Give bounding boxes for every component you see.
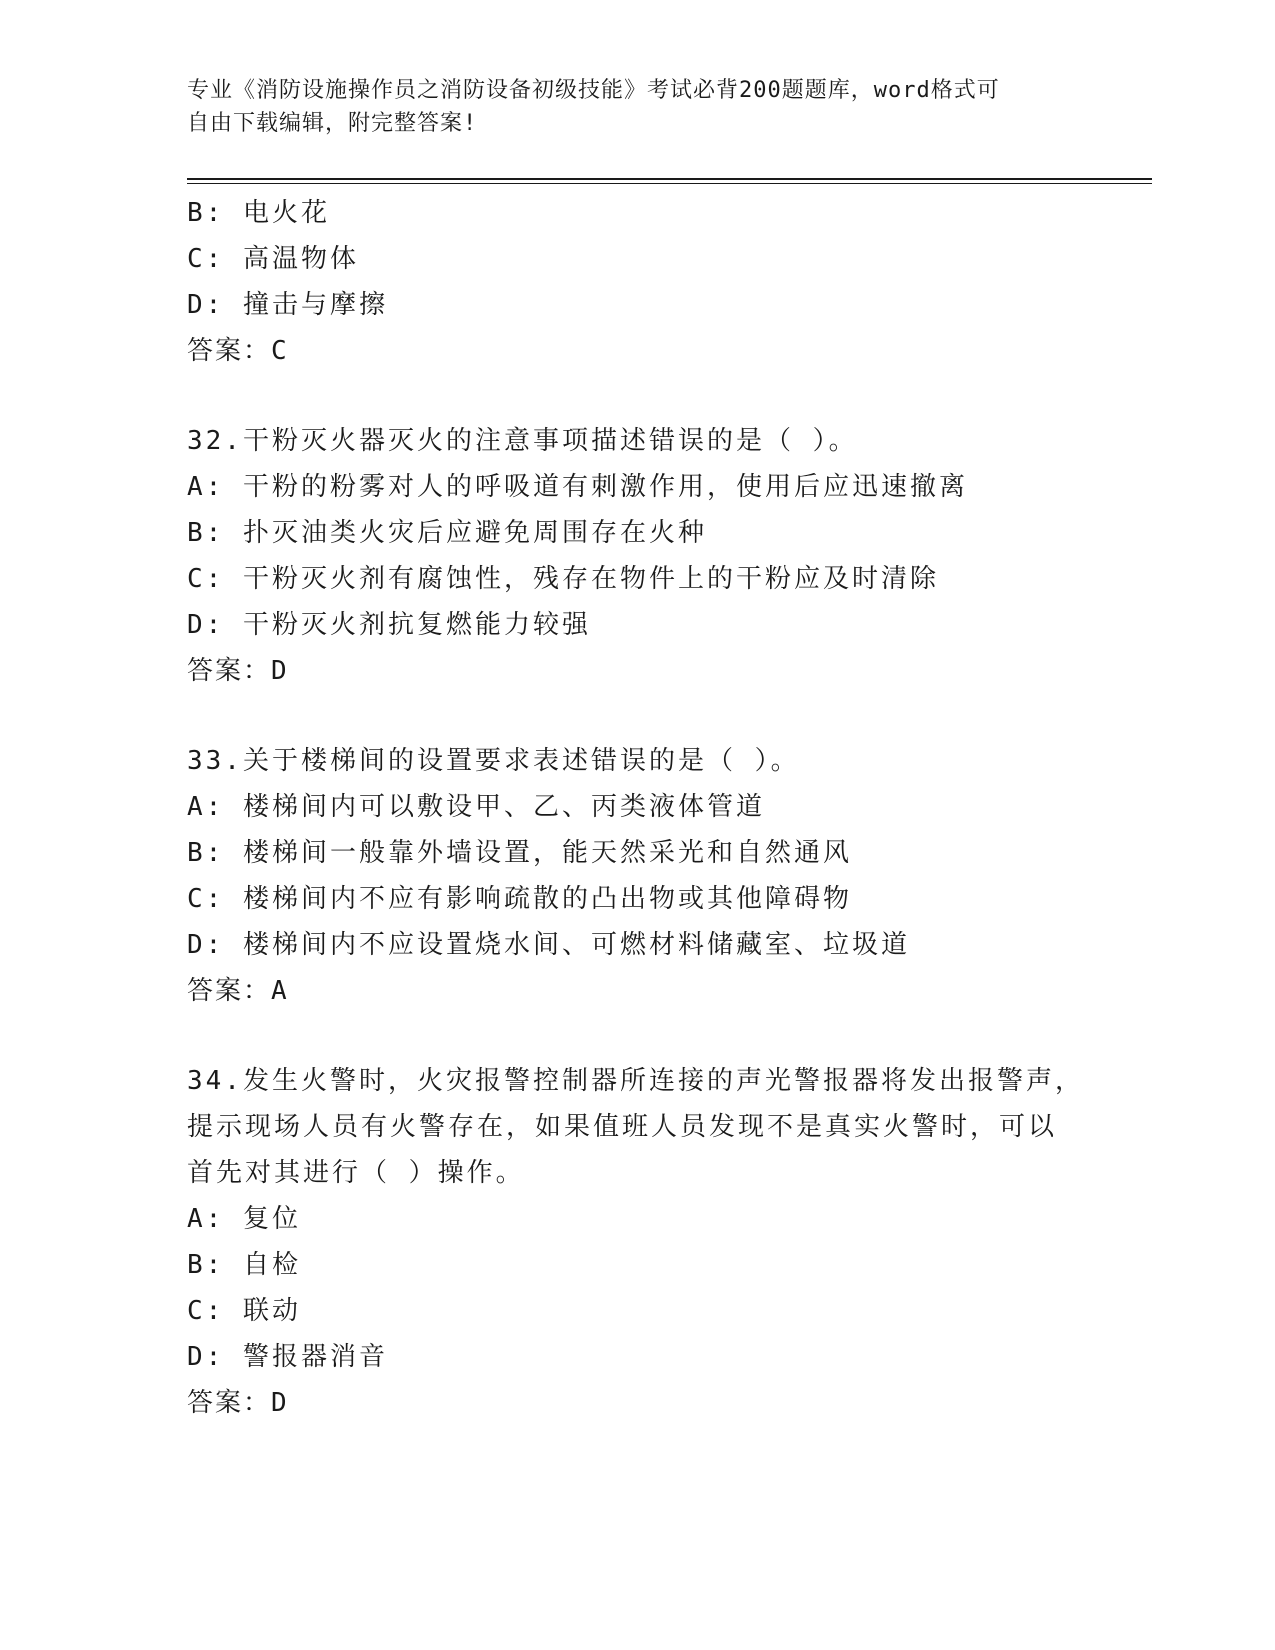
question-33 — [187, 738, 1117, 1014]
option-d: D: 干粉灭火剂抗复燃能力较强 — [187, 610, 591, 640]
header-line-2: 自由下载编辑，附完整答案! — [187, 111, 478, 136]
question-31-continuation — [187, 190, 1117, 374]
option-c: C: 干粉灭火剂有腐蚀性，残存在物件上的干粉应及时清除 — [187, 564, 939, 594]
question-stem: 32.干粉灭火器灭火的注意事项描述错误的是（ ）。 — [187, 426, 858, 456]
option-d: D: 警报器消音 — [187, 1342, 388, 1372]
spacer — [187, 1014, 1117, 1058]
question-32 — [187, 418, 1117, 694]
option-b: B: 自检 — [187, 1250, 301, 1280]
question-stem-line-3: 首先对其进行（ ）操作。 — [187, 1158, 525, 1188]
answer: 答案：A — [187, 976, 289, 1006]
option-b: B: 楼梯间一般靠外墙设置，能天然采光和自然通风 — [187, 838, 852, 868]
question-34 — [187, 1058, 1117, 1426]
question-stem-line-1: 34.发生火警时，火灾报警控制器所连接的声光警报器将发出报警声， — [187, 1066, 1084, 1096]
document-header — [187, 74, 1087, 140]
option-b: B: 扑灭油类火灾后应避免周围存在火种 — [187, 518, 707, 548]
question-stem: 33.关于楼梯间的设置要求表述错误的是（ ）。 — [187, 746, 800, 776]
header-divider-thin — [187, 183, 1152, 184]
answer: 答案：C — [187, 336, 289, 366]
spacer — [187, 374, 1117, 418]
option-a: A: 干粉的粉雾对人的呼吸道有刺激作用，使用后应迅速撤离 — [187, 472, 968, 502]
option-c: C: 楼梯间内不应有影响疏散的凸出物或其他障碍物 — [187, 884, 852, 914]
header-line-1: 专业《消防设施操作员之消防设备初级技能》考试必背200题题库，word格式可 — [187, 78, 1000, 103]
option-d: D: 撞击与摩擦 — [187, 290, 388, 320]
option-a: A: 复位 — [187, 1204, 301, 1234]
answer: 答案：D — [187, 656, 289, 686]
option-b: B: 电火花 — [187, 198, 330, 228]
answer: 答案：D — [187, 1388, 289, 1418]
spacer — [187, 694, 1117, 738]
option-c: C: 联动 — [187, 1296, 301, 1326]
option-d: D: 楼梯间内不应设置烧水间、可燃材料储藏室、垃圾道 — [187, 930, 910, 960]
header-divider-thick — [187, 178, 1152, 180]
question-stem-line-2: 提示现场人员有火警存在，如果值班人员发现不是真实火警时，可以 — [187, 1112, 1058, 1142]
document-body — [187, 190, 1117, 1426]
option-c: C: 高温物体 — [187, 244, 359, 274]
option-a: A: 楼梯间内可以敷设甲、乙、丙类液体管道 — [187, 792, 765, 822]
